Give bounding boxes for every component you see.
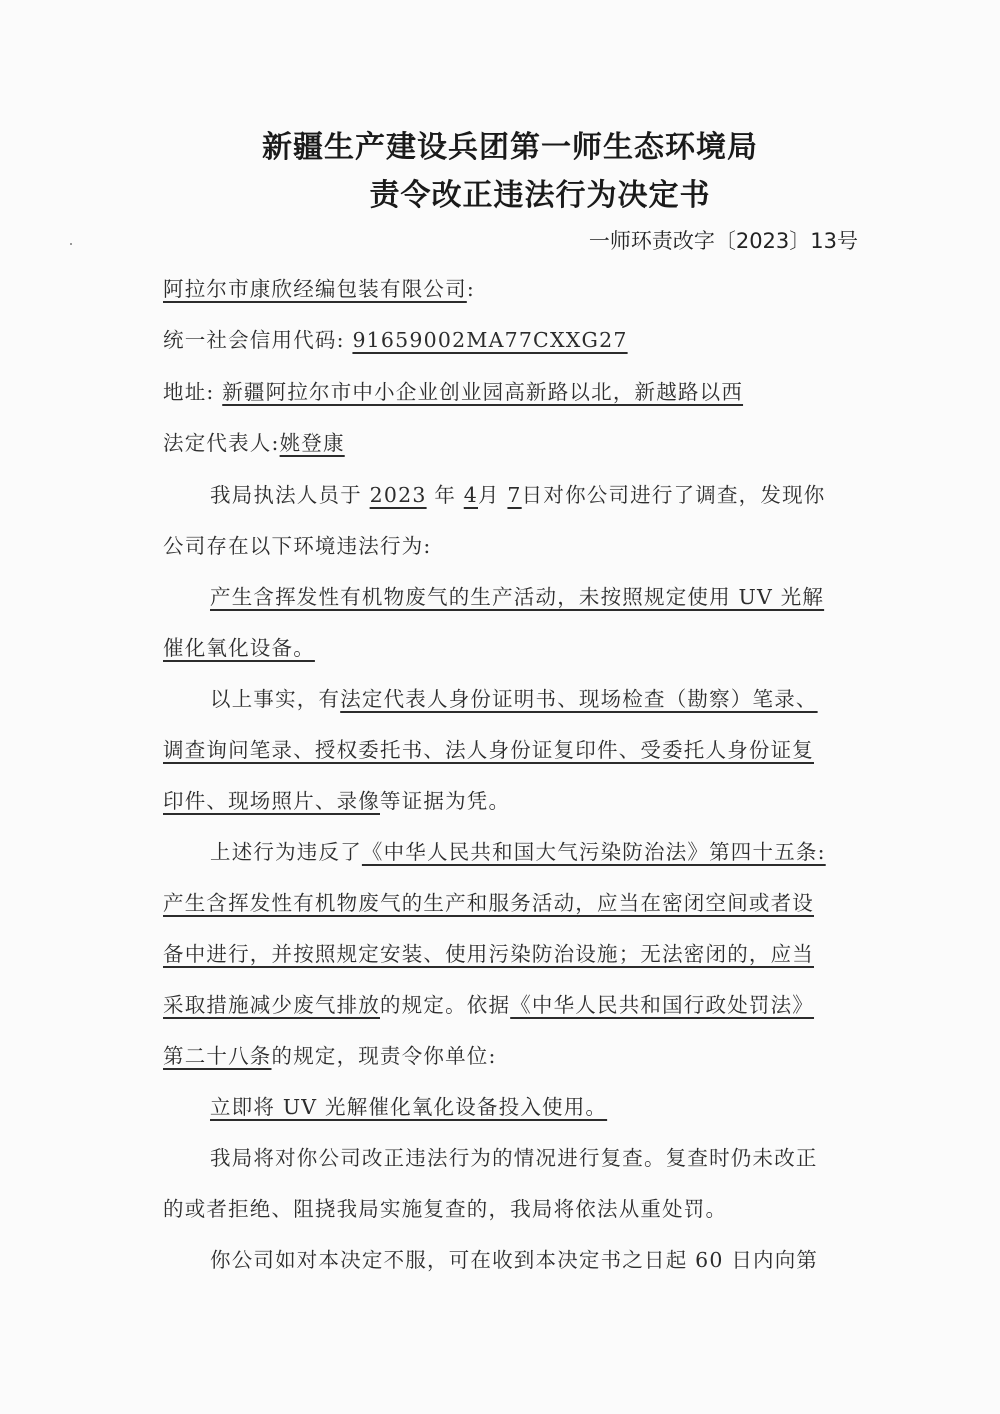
document-number: 一师环责改字〔2023〕13号 [588, 229, 858, 253]
violation-description: 产生含挥发性有机物废气的生产活动，未按照规定使用 UV 光解 [210, 585, 825, 609]
address-label: 地址: [163, 380, 215, 404]
correction-order: 立即将 UV 光解催化氧化设备投入使用。 [210, 1095, 608, 1119]
address-line [163, 375, 743, 405]
legal-rep-line [163, 426, 345, 456]
investigation-paragraph: 我局执法人员于 2023 年 4月 7日对你公司进行了调查，发现你 [210, 483, 826, 507]
evidence-paragraph-end: 印件、现场照片、录像等证据为凭。 [163, 789, 511, 813]
legal-basis-line3: 备中进行，并按照规定安装、使用污染防治设施；无法密闭的，应当 [163, 942, 814, 966]
recipient-company-line: 阿拉尔市康欣经编包装有限公司: [163, 277, 475, 301]
evidence-paragraph-cont: 调查询问笔录、授权委托书、法人身份证复印件、受委托人身份证复 [163, 738, 814, 762]
inspection-year: 2023 [369, 483, 427, 507]
evidence-paragraph: 以上事实，有法定代表人身份证明书、现场检查（勘察）笔录、 [210, 687, 818, 711]
investigation-paragraph-cont: 公司存在以下环境违法行为: [163, 534, 432, 558]
address-value: 新疆阿拉尔市中小企业创业园高新路以北，新越路以西 [222, 380, 744, 404]
scan-speck [70, 243, 72, 245]
violation-description-cont: 催化氧化设备。 [163, 636, 315, 660]
inspection-month: 4 [463, 483, 478, 507]
legal-basis-line2: 产生含挥发性有机物废气的生产和服务活动，应当在密闭空间或者设 [163, 891, 814, 915]
credit-code-value: 91659002MA77CXXG27 [352, 328, 628, 352]
legal-rep-value: 姚登康 [279, 431, 345, 455]
company-name: 阿拉尔市康欣经编包装有限公司 [163, 277, 467, 301]
review-paragraph: 我局将对你公司改正违法行为的情况进行复查。复查时仍未改正 [210, 1146, 818, 1170]
review-paragraph-cont: 的或者拒绝、阻挠我局实施复查的，我局将依法从重处罚。 [163, 1197, 728, 1221]
credit-code-line [163, 323, 628, 353]
legal-rep-label: 法定代表人: [163, 431, 280, 455]
admin-penalty-law-citation: 《中华人民共和国行政处罚法》 [510, 993, 815, 1017]
inspection-day: 7 [507, 483, 522, 507]
legal-basis-line5: 第二十八条的规定，现责令你单位: [163, 1044, 497, 1068]
legal-basis-line4: 采取措施减少废气排放的规定。依据《中华人民共和国行政处罚法》 [163, 993, 815, 1017]
appeal-paragraph: 你公司如对本决定不服，可在收到本决定书之日起 60 日内向第 [210, 1248, 819, 1272]
air-pollution-law-citation: 《中华人民共和国大气污染防治法》第四十五条: [361, 840, 826, 864]
issuing-authority-title: 新疆生产建设兵团第一师生态环境局 [262, 130, 758, 165]
credit-code-label: 统一社会信用代码: [163, 328, 345, 352]
document-title: 责令改正违法行为决定书 [369, 178, 711, 213]
legal-basis-paragraph: 上述行为违反了《中华人民共和国大气污染防治法》第四十五条: [210, 840, 826, 864]
